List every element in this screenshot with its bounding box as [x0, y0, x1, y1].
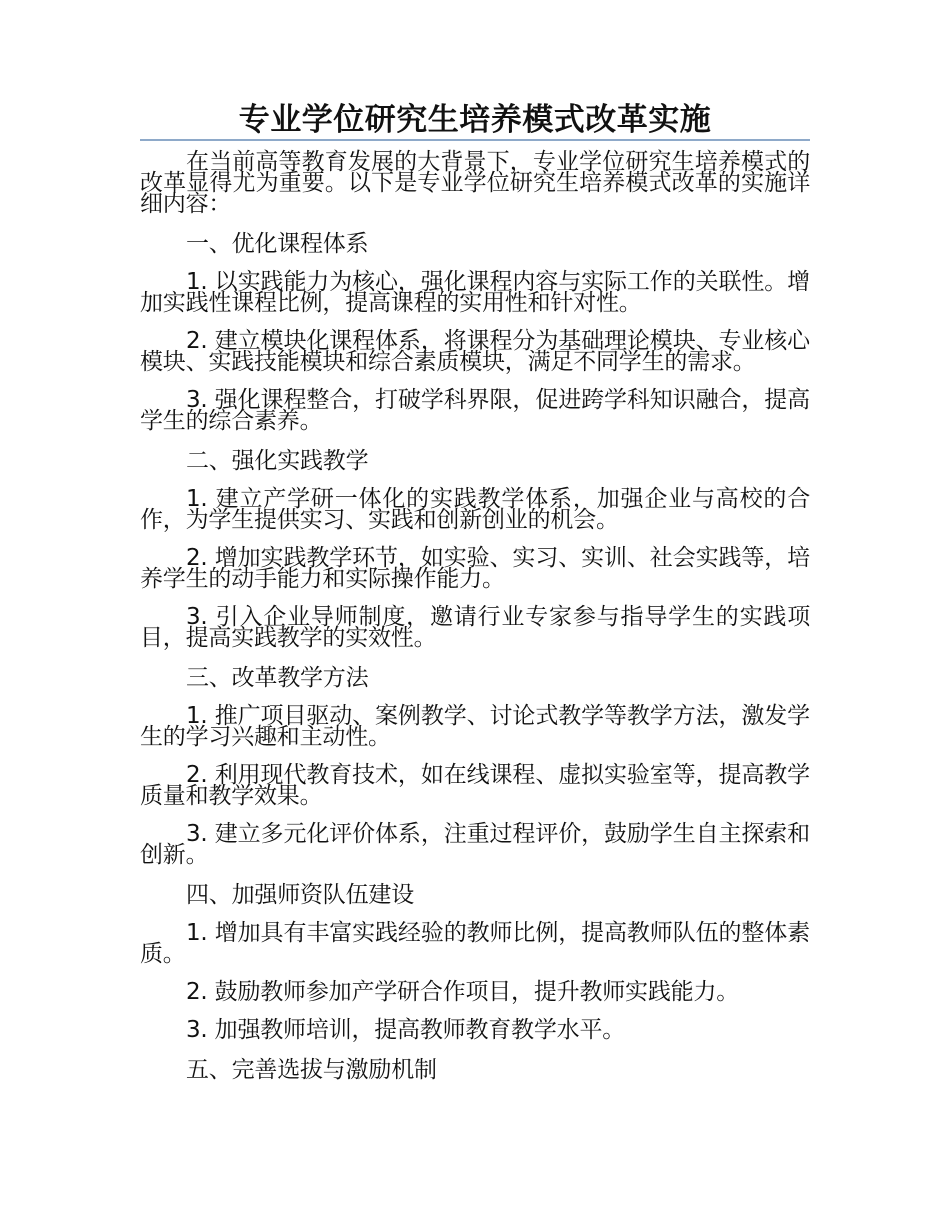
section-heading-3: 三、改革教学方法 — [186, 665, 369, 691]
list-item: 2. 增加实践教学环节，如实验、实习、实训、社会实践等，培养学生的动手能力和实际操作能力。 — [140, 545, 810, 592]
list-item: 3. 强化课程整合，打破学科界限，促进跨学科知识融合，提高学生的综合素养。 — [140, 387, 810, 434]
title-underline — [140, 139, 810, 141]
list-item: 3. 建立多元化评价体系，注重过程评价，鼓励学生自主探索和创新。 — [140, 821, 810, 868]
intro-paragraph: 在当前高等教育发展的大背景下，专业学位研究生培养模式的改革显得尤为重要。以下是专业学位研究生培养模式改革的实施详细内容： — [140, 149, 810, 217]
list-item: 1. 以实践能力为核心，强化课程内容与实际工作的关联性。增加实践性课程比例，提高课程的实用性和针对性。 — [140, 269, 810, 316]
document-body — [140, 149, 810, 1098]
section-heading-1: 一、优化课程体系 — [186, 231, 369, 257]
list-item: 2. 建立模块化课程体系，将课程分为基础理论模块、专业核心模块、实践技能模块和综合素质模块，满足不同学生的需求。 — [140, 328, 810, 375]
list-item: 2. 鼓励教师参加产学研合作项目，提升教师实践能力。 — [186, 979, 740, 1005]
list-item: 1. 推广项目驱动、案例教学、讨论式教学等教学方法，激发学生的学习兴趣和主动性。 — [140, 703, 810, 750]
document-title: 专业学位研究生培养模式改革实施 — [238, 102, 712, 138]
section-heading-2: 二、强化实践教学 — [186, 448, 369, 474]
list-item: 3. 加强教师培训，提高教师教育教学水平。 — [186, 1017, 626, 1043]
list-item: 2. 利用现代教育技术，如在线课程、虚拟实验室等，提高教学质量和教学效果。 — [140, 762, 810, 809]
section-heading-5: 五、完善选拔与激励机制 — [186, 1057, 437, 1083]
list-item: 1. 建立产学研一体化的实践教学体系，加强企业与高校的合作，为学生提供实习、实践和创新创业的机会。 — [140, 486, 810, 533]
section-heading-4: 四、加强师资队伍建设 — [186, 882, 415, 908]
list-item: 3. 引入企业导师制度，邀请行业专家参与指导学生的实践项目，提高实践教学的实效性。 — [140, 604, 810, 651]
list-item: 1. 增加具有丰富实践经验的教师比例，提高教师队伍的整体素质。 — [140, 920, 810, 967]
